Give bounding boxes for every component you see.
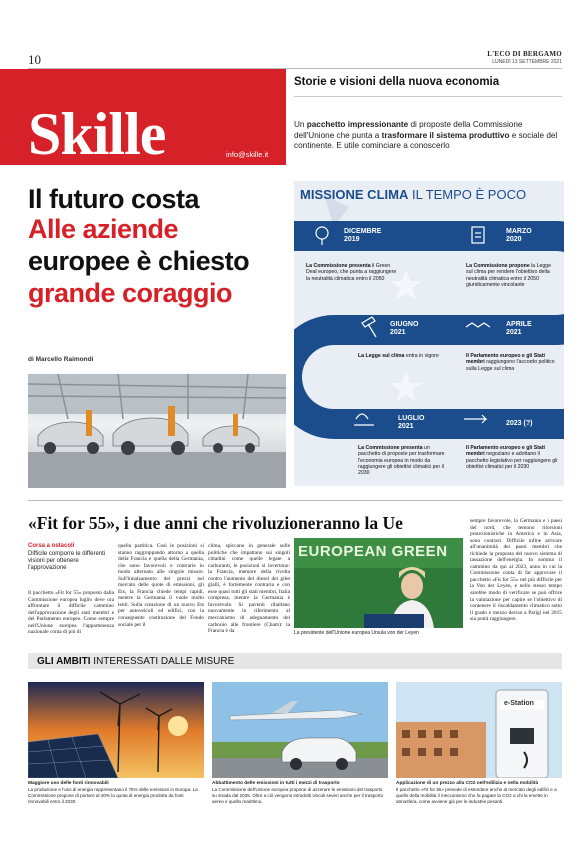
step-luglio-2021: LUGLIO 2021 bbox=[398, 415, 425, 430]
step-luglio-2021-desc: La Commissione presenta un pacchetto di proposte per trasformare l'economia europea in modo da raggiungere gli obiettivi climatici per il 2030 bbox=[358, 445, 445, 477]
step-giugno-2021: GIUGNO 2021 bbox=[390, 321, 419, 336]
factory-photo bbox=[28, 374, 286, 488]
article-column-4: sempre favorevole, la Germania e i paesi del nord, che temono ritorsioni protezionistiche in America e in Asia, sono contrari. Difficile infine arrivare all'unanimità dei paesi membri che richiede la proposta del nuovo sistema di tassazione dell'energia. In somma il cammino da qui al 2023, anno in cui la Commissione conta di far approvare il pacchetto «Fit for 55» nel più difficile per la Von der Leyen, e nello stesso tempo sarebbe modo di verificare se può offrire la valutazione per capire se l'obiettivo di contenere il riscaldamento climatico sotto il grado e mezzo deciso a Parigi nel 2015 sia potrà raggiungere. bbox=[470, 518, 562, 623]
headline-line-1: Il futuro costa bbox=[28, 184, 200, 214]
section-title: Storie e visioni della nuova economia bbox=[294, 76, 500, 88]
headline-line-4: grande coraggio bbox=[28, 278, 233, 308]
transport-photo bbox=[212, 682, 388, 778]
article-column-2: quella partitica. Così le posizioni si stanno raggruppando attorno a quella della Francia e quella della Germania, che sono favorevoli o contrarie in modo alternato alle singole misure. Sull'innalzamento dei prezzi nel mercato delle quote di emissioni, gli Ets, la Francia chiede tempi rapidi, mentre la Germania li vuole molto lenti. Sulla creazione di un nuovo Ets per autoveicoli ed edifici, con la conseguente costituzione del Fondo sociale per il bbox=[118, 543, 204, 628]
article-title: «Fit for 55», i due anni che rivoluzioneranno la Ue bbox=[28, 513, 403, 533]
section-intro: Un pacchetto impressionante di proposte della Commissione dell'Unione che punta a trasformare il sistema produttivo e sociale del continente. E utile cominciare a conoscerlo bbox=[294, 120, 558, 150]
station-label: e-Station bbox=[504, 700, 534, 707]
infographic-title: MISSIONE CLIMA IL TEMPO È POCO bbox=[300, 187, 527, 202]
ambito-1-caption: Maggiore uso delle fonti rinnovabili La produzione e l'uso di energia rappresentano il 75% delle emissioni in Europa. La Commissione propone di portare al 40% la quota di energia prodotta da fonti rinnovabili entro il 2030. bbox=[28, 781, 198, 804]
publication-name: L'ECO DI BERGAMO bbox=[487, 50, 562, 58]
contact-email[interactable]: info@skille.it bbox=[226, 150, 269, 159]
byline: di Marcello Raimondi bbox=[28, 356, 94, 363]
renewables-photo bbox=[28, 682, 204, 778]
publication-date: LUNEDÌ 13 SETTEMBRE 2021 bbox=[492, 59, 562, 65]
ambiti-title: GLI AMBITI INTERESSATI DALLE MISURE bbox=[37, 656, 235, 667]
article-kicker-subtitle: Difficile comporre le differenti visioni per ottenere l'approvazione bbox=[28, 551, 106, 572]
ambito-2-caption: Abbattimento delle emissioni in tutti i mezzi di trasporto La Commissione dell'Unione europea propone di azzerare le emissioni del trasporto su strada dal 2035. Oltre a ciò vengono introdotti vincoli severi anche per il trasporto aereo e quello marittimo. bbox=[212, 781, 384, 804]
headline-line-2: Alle aziende bbox=[28, 214, 179, 244]
skille-logo: Skille bbox=[28, 101, 166, 167]
step-aprile-2021-desc: Il Parlamento europeo e gli Stati membri raggiungono l'accordo politico sulla Legge sul clima bbox=[466, 353, 555, 372]
masthead bbox=[487, 50, 562, 65]
von-der-leyen-photo bbox=[294, 538, 463, 628]
step-marzo-2020-desc: La Commissione propone la Legge sul clima per rendere l'obiettivo della neutralità climatica entro il 2050 giuridicamente vincolante bbox=[466, 263, 552, 288]
step-dicembre-2019-desc: La Commissione presenta il Green Deal europeo, che punta a raggiungere la neutralità climatica entro il 2050 bbox=[306, 263, 397, 282]
page-number: 10 bbox=[28, 52, 41, 67]
article-column-1: Il pacchetto «Fit for 55» proposto dalla Commissione europea luglio deve ora affrontare il difficile cammino dell'approvazione degli stati membri e del Parlamento europeo. Come sempre nell'Unione europea l'appartenenza nazionale conta di più di bbox=[28, 590, 114, 636]
article-divider bbox=[28, 500, 562, 501]
section-divider bbox=[294, 96, 562, 97]
article-kicker: Corsa a ostacoli bbox=[28, 543, 75, 549]
photo-caption: La presidente dell'Unione europea Ursula von der Leyen bbox=[294, 630, 419, 636]
step-giugno-2021-desc: La Legge sul clima entra in vigore bbox=[358, 353, 439, 359]
ambito-3-caption: Applicazione di un prezzo alla CO2 nell'edilizia e nella mobilità Il pacchetto «Fit for 55» prevede di estendere anche al mercato degli edifici e a quello della mobilità il meccanismo che fa pagare la CO2 a chi la emette in atmosfera, come avviene già per le industrie pesanti. bbox=[396, 781, 557, 804]
charging-station-photo bbox=[396, 682, 562, 778]
step-2023: 2023 (?) bbox=[506, 420, 533, 427]
step-marzo-2020: MARZO 2020 bbox=[506, 228, 532, 243]
step-aprile-2021: APRILE 2021 bbox=[506, 321, 532, 336]
headline-line-3: europee è chiesto bbox=[28, 246, 250, 276]
missione-clima-infographic bbox=[294, 181, 564, 486]
article-column-3: clima, spiccano in generale sulle politiche che impattano sui singoli cittadini come quelle legate a carburanti, le posizioni si invertono: la Francia, memore della rivolta contro l'aumento del diesel dei gilet gialli, è fortemente contraria e con esse quasi tutti gli stati membri, Italia compresa, mentre la Germania è favorevole. Si paventi ribaltano nuovamente in riferimento al meccanismo di adeguamento del carbonio alle frontiere (Cbam): la Francia è da bbox=[208, 543, 290, 635]
photo-banner-text: EUROPEAN GREEN bbox=[298, 543, 448, 560]
step-dicembre-2019: DICEMBRE 2019 bbox=[344, 228, 382, 243]
step-2023-desc: Il Parlamento europeo e gli Stati membri negoziano e adottano il pacchetto legislativo per raggiungere gli obiettivi climatici per il 2030 bbox=[466, 445, 558, 470]
